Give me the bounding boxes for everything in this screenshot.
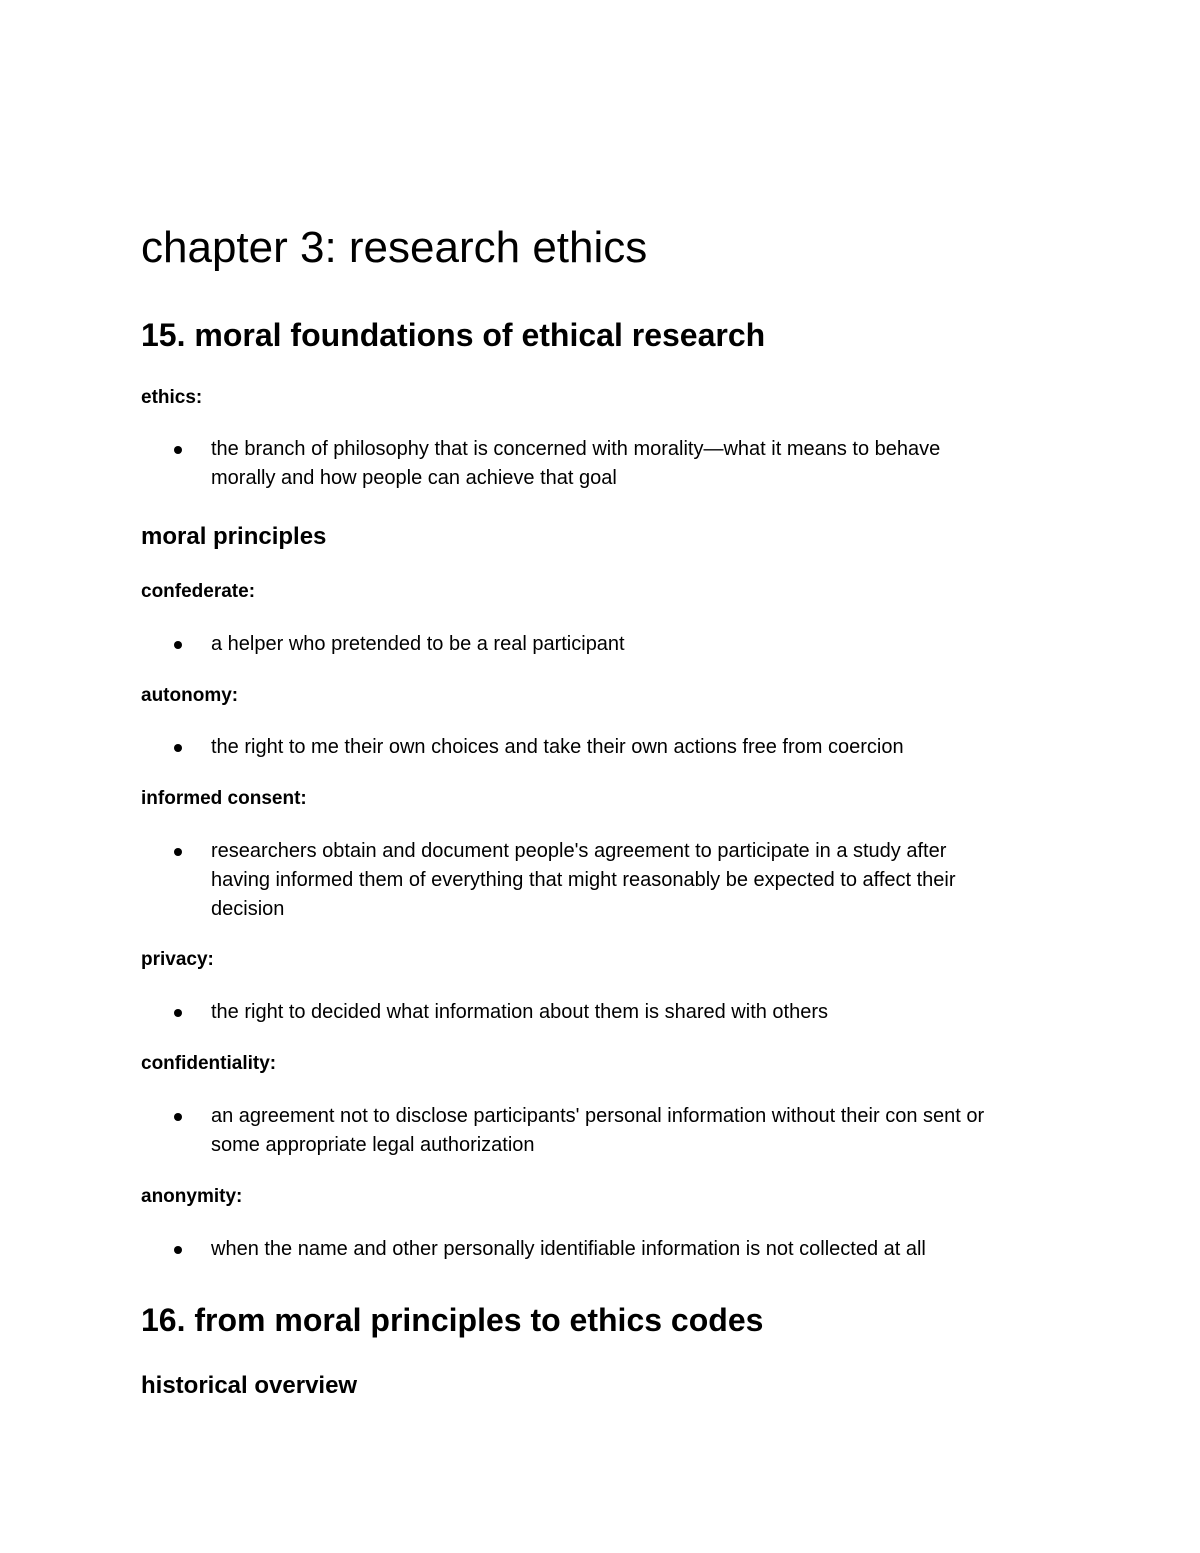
term-anonymity: anonymity: (141, 1186, 243, 1207)
definition-line: a helper who pretended to be a real participant (211, 633, 625, 655)
definition-confederate (211, 630, 1071, 659)
bullet-icon (174, 1113, 182, 1121)
term-confidentiality: confidentiality: (141, 1053, 277, 1074)
bullet-icon (174, 1246, 182, 1254)
section-heading-15: 15. moral foundations of ethical research (141, 317, 766, 353)
definition-line: when the name and other personally identifiable information is not collected at all (211, 1238, 926, 1260)
definition-anonymity (211, 1235, 1071, 1264)
term-autonomy: autonomy: (141, 685, 239, 706)
definition-line: the branch of philosophy that is concerned with morality—what it means to behave (211, 438, 941, 460)
term-ethics: ethics: (141, 387, 203, 408)
definition-line: some appropriate legal authorization (211, 1134, 535, 1156)
subsection-heading-moral-principles: moral principles (141, 523, 327, 550)
bullet-icon (174, 744, 182, 752)
definition-line: having informed them of everything that might reasonably be expected to affect their (211, 869, 956, 891)
bullet-icon (174, 848, 182, 856)
definition-privacy (211, 998, 1071, 1027)
term-confederate: confederate: (141, 581, 256, 602)
bullet-icon (174, 446, 182, 454)
definition-line: the right to me their own choices and take their own actions free from coercion (211, 736, 904, 758)
definition-line: morally and how people can achieve that goal (211, 467, 617, 489)
chapter-title: chapter 3: research ethics (141, 223, 648, 272)
term-privacy: privacy: (141, 949, 214, 970)
definition-confidentiality (211, 1102, 1071, 1160)
definition-line: the right to decided what information about them is shared with others (211, 1001, 829, 1023)
subsection-heading-historical-overview: historical overview (141, 1372, 358, 1399)
definition-autonomy (211, 733, 1071, 762)
definition-line: an agreement not to disclose participants' personal information without their con sent or (211, 1105, 985, 1127)
definition-ethics (211, 435, 1071, 493)
term-informed-consent: informed consent: (141, 788, 307, 809)
definition-line: researchers obtain and document people's agreement to participate in a study after (211, 840, 947, 862)
section-heading-16: 16. from moral principles to ethics codes (141, 1302, 764, 1338)
bullet-icon (174, 1009, 182, 1017)
definition-informed-consent (211, 837, 1071, 924)
bullet-icon (174, 641, 182, 649)
definition-line: decision (211, 898, 285, 920)
